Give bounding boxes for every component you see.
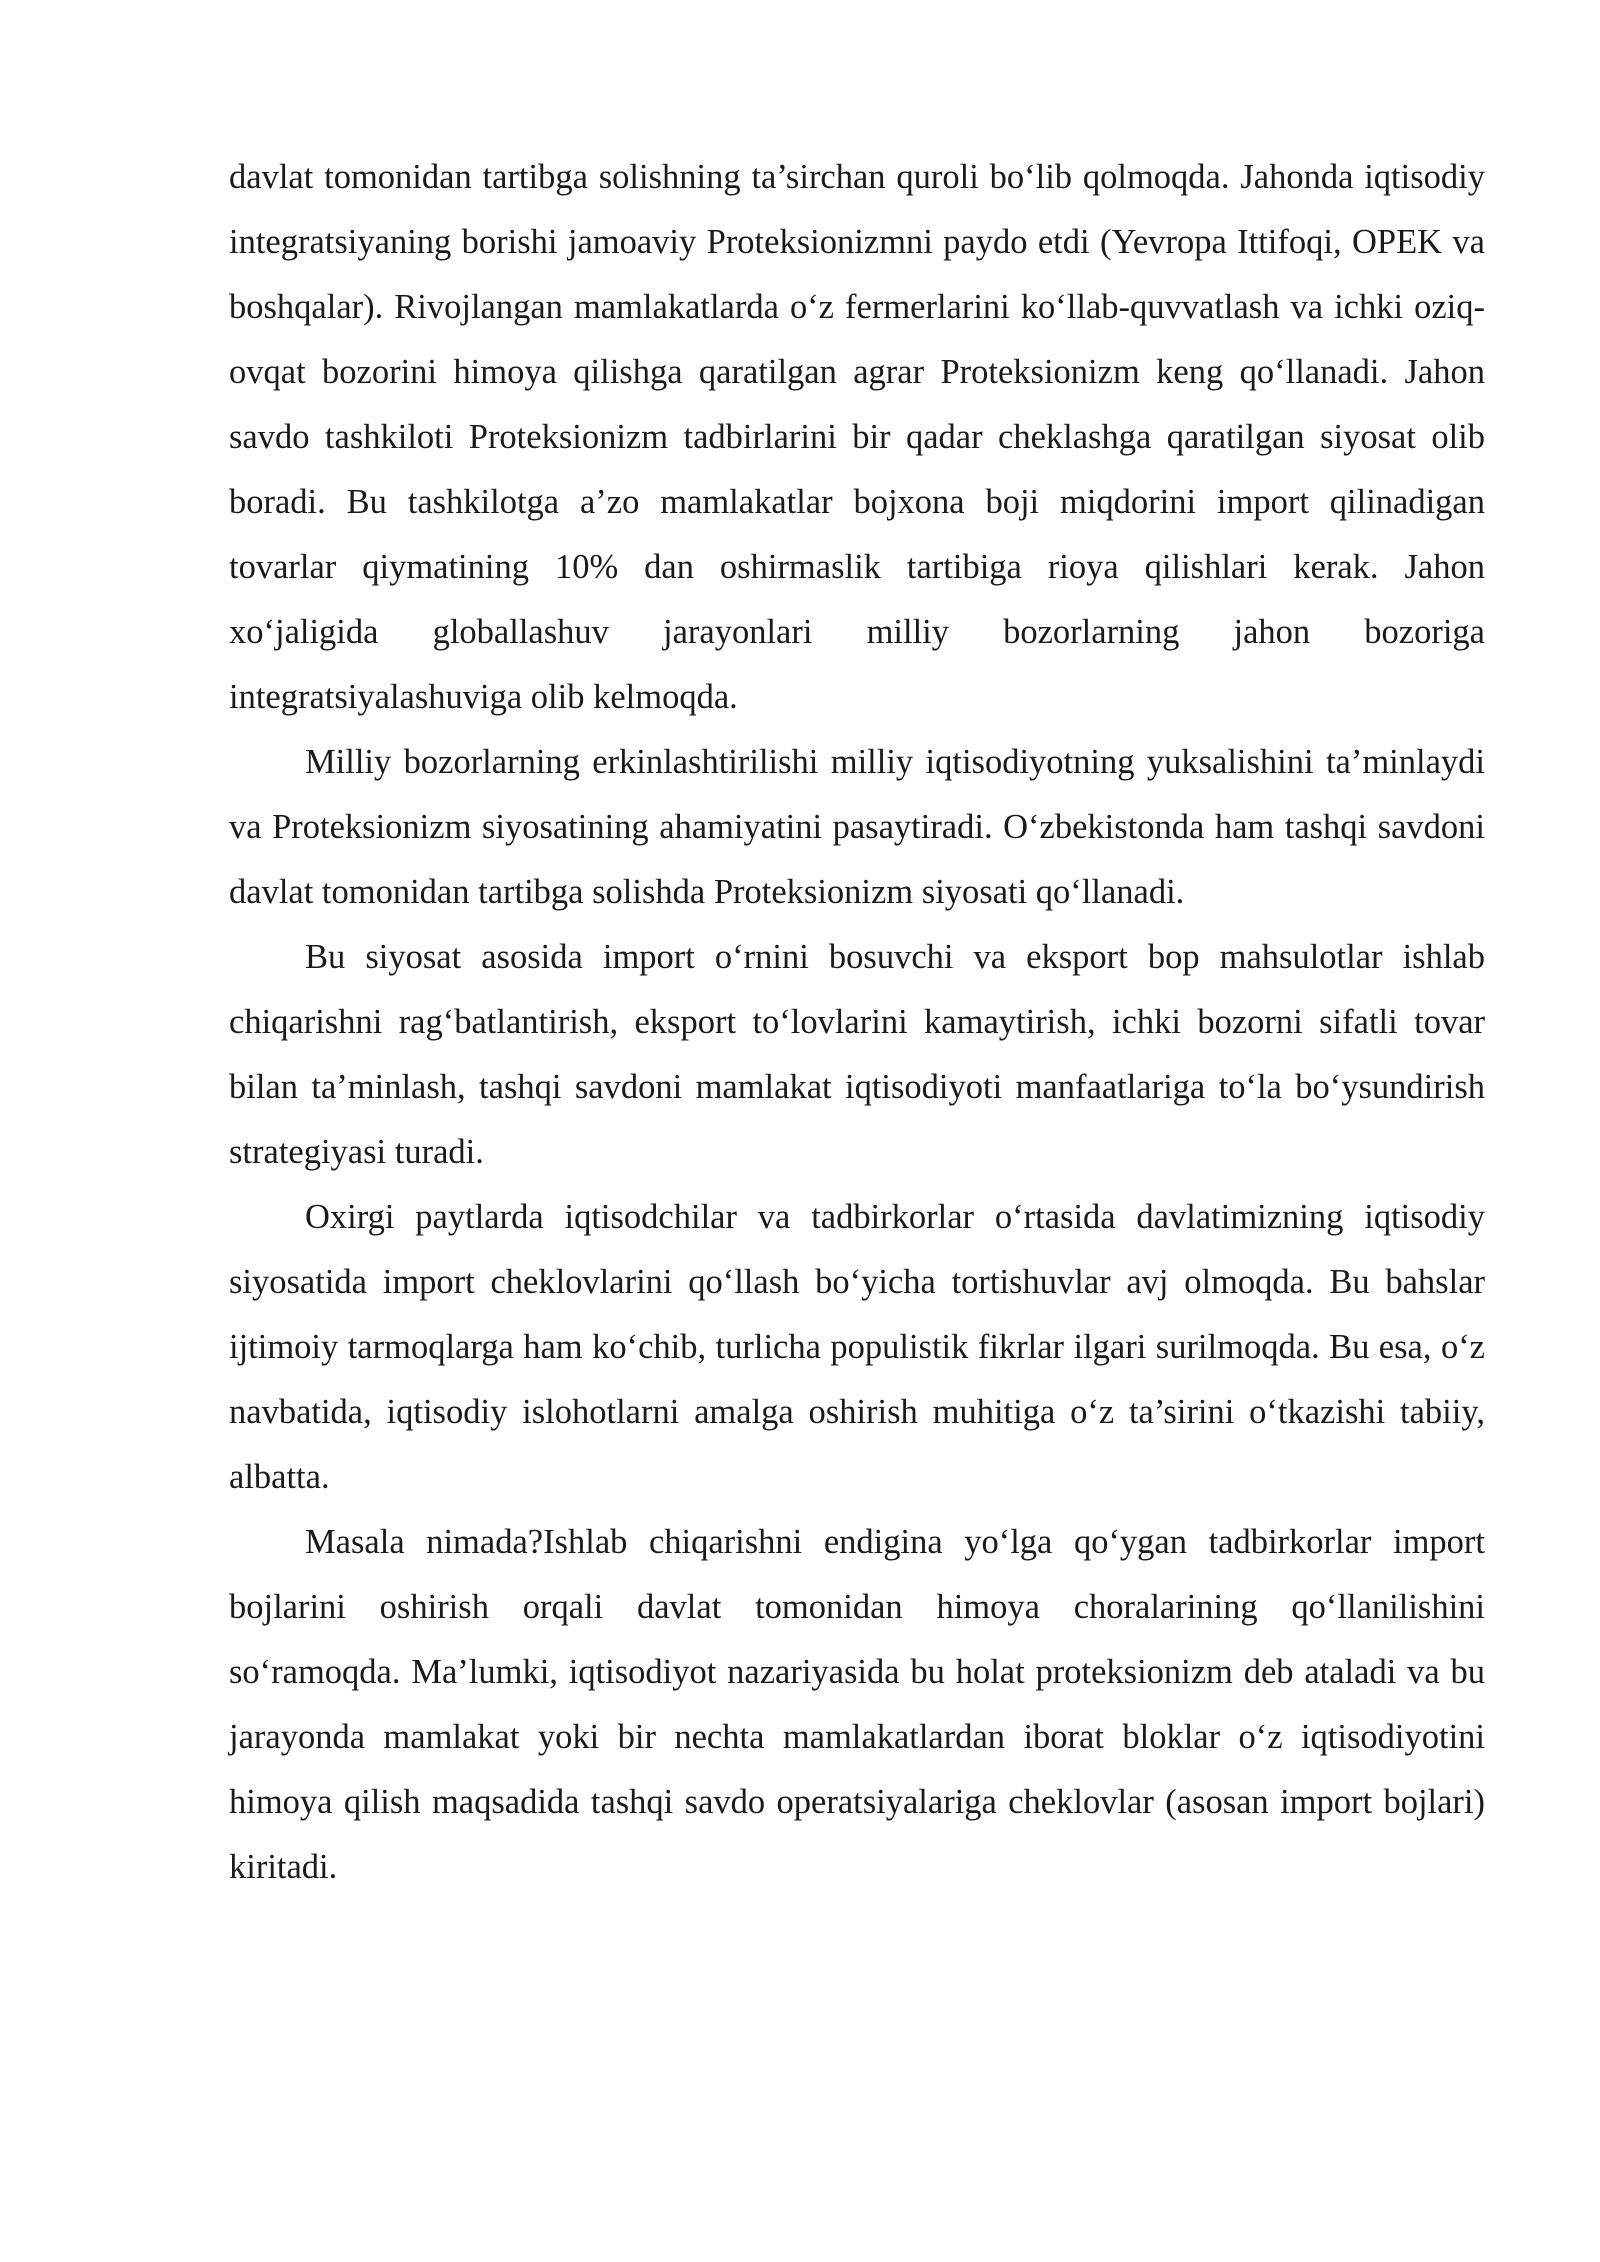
paragraph-5: Masala nimada?Ishlab chiqarishni endigina yo‘lga qo‘ygan tadbirkorlar import bojlarini oshirish orqali davlat tomonidan himoya choralarining qo‘llanilishini so‘ramoqda. Ma’lumki, iqtisodiyot nazariyasida bu holat proteksionizm deb ataladi va bu jarayonda mamlakat yoki bir nechta mamlakatlardan iborat bloklar o‘z iqtisodiyotini himoya qilish maqsadida tashqi savdo operatsiyalariga cheklovlar (asosan import bojlari) kiritadi. [229,1523,1485,1886]
document-body [229,145,1485,1900]
paragraph-4: Oxirgi paytlarda iqtisodchilar va tadbirkorlar o‘rtasida davlatimizning iqtisodiy siyosatida import cheklovlarini qo‘llash bo‘yicha tortishuvlar avj olmoqda. Bu bahslar ijtimoiy tarmoqlarga ham ko‘chib, turlicha populistik fikrlar ilgari surilmoqda. Bu esa, o‘z navbatida, iqtisodiy islohotlarni amalga oshirish muhitiga o‘z ta’sirini o‘tkazishi tabiiy, albatta. [229,1198,1485,1496]
paragraph-1: davlat tomonidan tartibga solishning ta’sirchan quroli bo‘lib qolmoqda. Jahonda iqtisodiy integratsiyaning borishi jamoaviy Proteksionizmni paydo etdi (Yevropa Ittifoqi, OPEK va boshqalar). Rivojlangan mamlakatlarda o‘z fermerlarini ko‘llab-quvvatlash va ichki oziq-ovqat bozorini himoya qilishga qaratilgan agrar Proteksionizm keng qo‘llanadi. Jahon savdo tashkiloti Proteksionizm tadbirlarini bir qadar cheklashga qaratilgan siyosat olib boradi. Bu tashkilotga a’zo mamlakatlar bojxona boji miqdorini import qilinadigan tovarlar qiymatining 10% dan oshirmaslik tartibiga rioya qilishlari kerak. Jahon xo‘jaligida globallashuv jarayonlari milliy bozorlarning jahon bozoriga integratsiyalashuviga olib kelmoqda. [229,158,1485,716]
paragraph-2: Milliy bozorlarning erkinlashtirilishi milliy iqtisodiyotning yuksalishini ta’minlaydi va Proteksionizm siyosatining ahamiyatini pasaytiradi. O‘zbekistonda ham tashqi savdoni davlat tomonidan tartibga solishda Proteksionizm siyosati qo‘llanadi. [229,743,1485,911]
paragraph-3: Bu siyosat asosida import o‘rnini bosuvchi va eksport bop mahsulotlar ishlab chiqarishni rag‘batlantirish, eksport to‘lovlarini kamaytirish, ichki bozorni sifatli tovar bilan ta’minlash, tashqi savdoni mamlakat iqtisodiyoti manfaatlariga to‘la bo‘ysundirish strategiyasi turadi. [229,938,1485,1171]
